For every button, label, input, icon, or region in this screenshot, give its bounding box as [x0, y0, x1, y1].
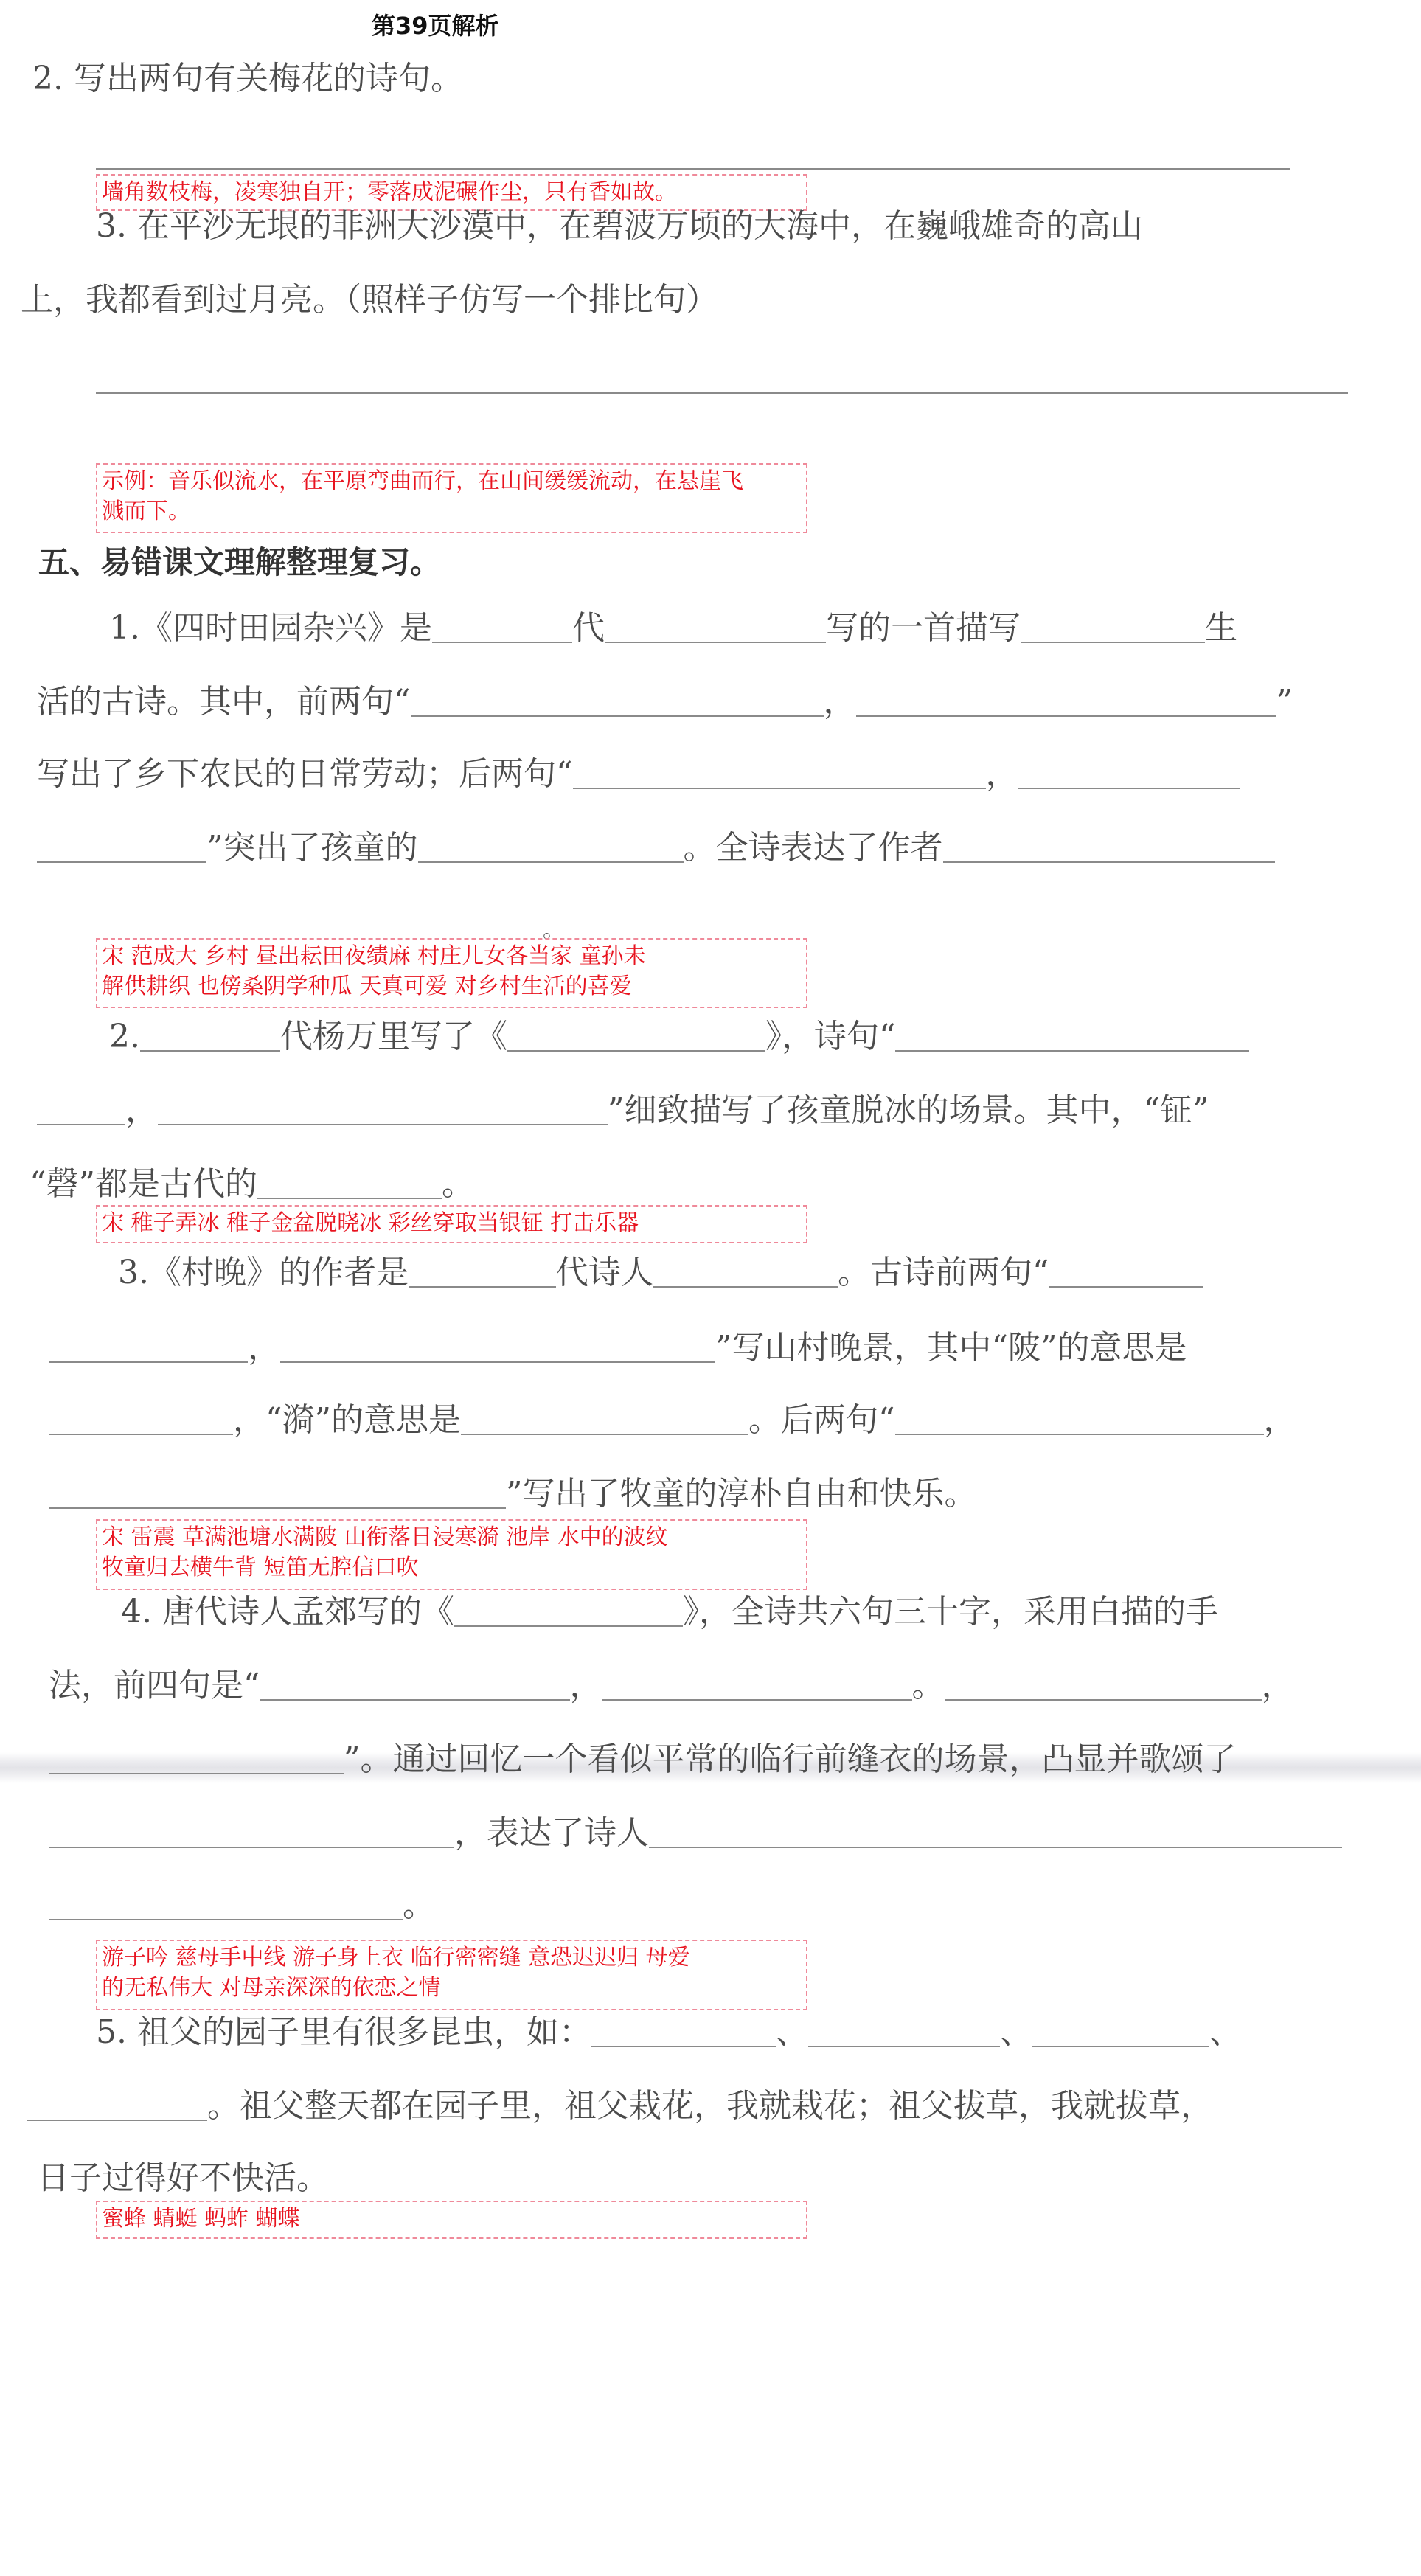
answer-box-s5-q5: 蜜蜂 蜻蜓 蚂蚱 蝴蝶	[96, 2201, 807, 2239]
s5-q5-line1: 5. 祖父的园子里有很多昆虫，如： 、 、 、	[96, 2013, 1242, 2051]
s5-q2-line2: ， ”细致描写了孩童脱冰的场景。其中，“钲”	[37, 1094, 1209, 1127]
question-2-text: 2. 写出两句有关梅花的诗句。	[32, 60, 463, 97]
answer-box-s5-q4: 游子吟 慈母手中线 游子身上衣 临行密密缝 意恐迟迟归 母爱 的无私伟大 对母亲深深的依恋之情	[96, 1940, 807, 2010]
s5-q2-line3: “磬”都是古代的 。	[29, 1165, 474, 1203]
s5-q5-line2: 。祖父整天都在园子里，祖父栽花，我就栽花；祖父拔草，我就拔草，	[27, 2090, 1213, 2122]
s5-q3-line1: 3.《村晚》的作者是 代诗人 。古诗前两句“	[118, 1257, 1203, 1289]
s5-q1-line4: ”突出了孩童的 。全诗表达了作者	[37, 832, 1275, 864]
s5-q3-line3: ，“漪”的意思是 。后两句“ ，	[49, 1404, 1296, 1437]
answer-box-s5-q2: 宋 稚子弄冰 稚子金盆脱晓冰 彩丝穿取当银钲 打击乐器	[96, 1205, 807, 1243]
s5-q2-line1: 2. 代杨万里写了《 》，诗句“	[109, 1021, 1249, 1053]
answer-box-q2: 墙角数枝梅，凌寒独自开；零落成泥碾作尘，只有香如故。	[96, 174, 807, 211]
s5-q1-line2: 活的古诗。其中，前两句“ ， ”	[37, 683, 1293, 721]
question-3-line1: 3. 在平沙无垠的非洲大沙漠中，在碧波万顷的大海中，在巍峨雄奇的高山	[96, 207, 1143, 245]
s5-q4-line2: 法，前四句是“ ， 。 ，	[49, 1667, 1294, 1704]
s5-q4-line3: ”。通过回忆一个看似平常的临行前缝衣的场景，凸显并歌颂了	[49, 1743, 1237, 1776]
page-header-title: 第39页解析	[372, 12, 499, 40]
question-3-line2: 上，我都看到过月亮。（照样子仿写一个排比句）	[21, 281, 718, 319]
s5-q1-line3: 写出了乡下农民的日常劳动；后两句“ ，	[37, 758, 1240, 791]
section-5-title: 五、易错课文理解整理复习。	[38, 544, 442, 580]
period-mark: 。	[543, 917, 565, 943]
answer-box-q3: 示例：音乐似流水，在平原弯曲而行，在山间缓缓流动，在悬崖飞 溅而下。	[96, 463, 807, 533]
answer-line	[96, 392, 1348, 394]
s5-q4-line4: ，表达了诗人	[49, 1817, 1342, 1850]
s5-q3-line4: ”写出了牧童的淳朴自由和快乐。	[49, 1478, 977, 1510]
answer-line	[96, 168, 1290, 170]
s5-q4-line5: 。	[49, 1889, 435, 1922]
s5-q3-line2: ， ”写山村晚景，其中“陂”的意思是	[49, 1332, 1187, 1364]
s5-q1-line1: 1.《四时田园杂兴》是 代 写的一首描写 生	[109, 609, 1237, 647]
s5-q4-line1: 4. 唐代诗人孟郊写的《 》，全诗共六句三十字，采用白描的手	[121, 1593, 1218, 1631]
answer-box-s5-q3: 宋 雷震 草满池塘水满陂 山衔落日浸寒漪 池岸 水中的波纹 牧童归去横牛背 短笛无腔信口吹	[96, 1519, 807, 1590]
s5-q5-line3: 日子过得好不快活。	[37, 2159, 329, 2197]
answer-box-s5-q1: 宋 范成大 乡村 昼出耘田夜绩麻 村庄儿女各当家 童孙未 解供耕织 也傍桑阴学种瓜 天真可爱 对乡村生活的喜爱	[96, 938, 807, 1008]
